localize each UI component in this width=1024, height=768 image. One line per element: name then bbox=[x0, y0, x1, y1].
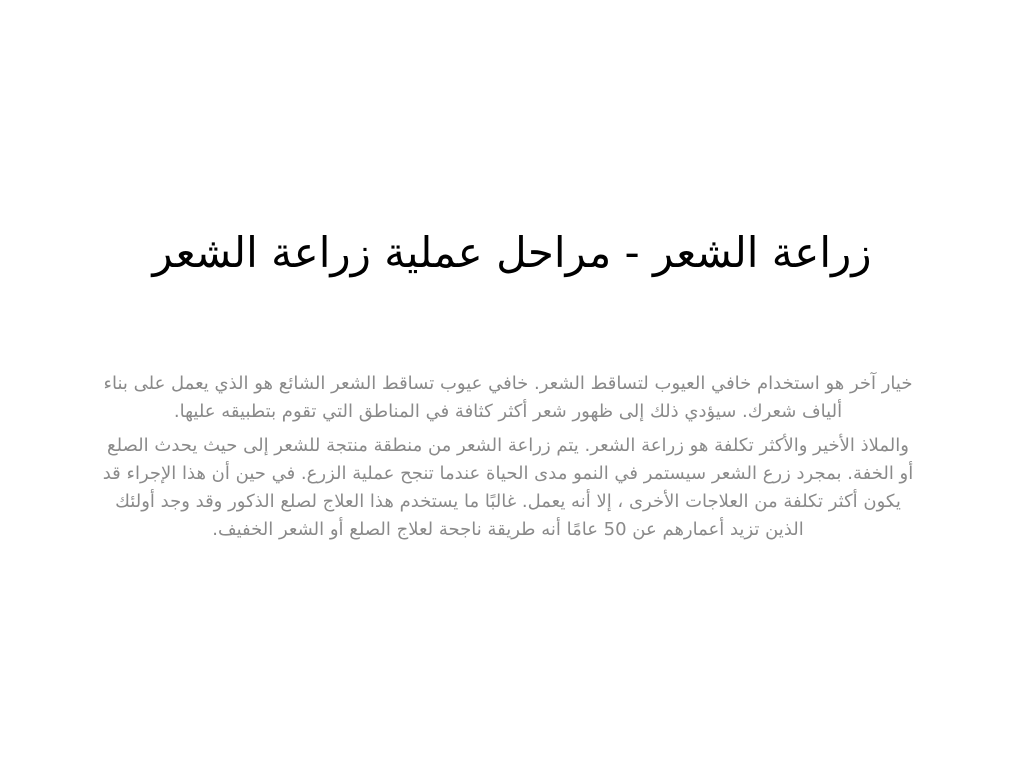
slide-title: زراعة الشعر - مراحل عملية زراعة الشعر bbox=[152, 228, 872, 277]
body-paragraph-1: خيار آخر هو استخدام خافي العيوب لتساقط الشعر. خافي عيوب تساقط الشعر الشائع هو الذي يعمل على بناء ألياف شعرك. سيؤدي ذلك إلى ظهور شعر أكثر كثافة في المناطق التي تقوم بتطبيقه عليها. bbox=[103, 373, 913, 422]
body-paragraph-2: والملاذ الأخير والأكثر تكلفة هو زراعة الشعر. يتم زراعة الشعر من منطقة منتجة للشعر إلى حيث يحدث الصلع أو الخفة. بمجرد زرع الشعر سيستمر في النمو مدى الحياة عندما تنجح عملية الزرع. في حين أن هذا الإجراء قد يكون أكثر تكلفة من العلاجات الأخرى ، إلا أنه يعمل. غالبًا ما يستخدم هذا العلاج لصلع الذكور وقد وجد أولئك الذين تزيد أعمارهم عن 50 عامًا أنه طريقة ناجحة لعلاج الصلع أو الشعر الخفيف. bbox=[102, 435, 914, 540]
slide-body bbox=[102, 370, 914, 550]
